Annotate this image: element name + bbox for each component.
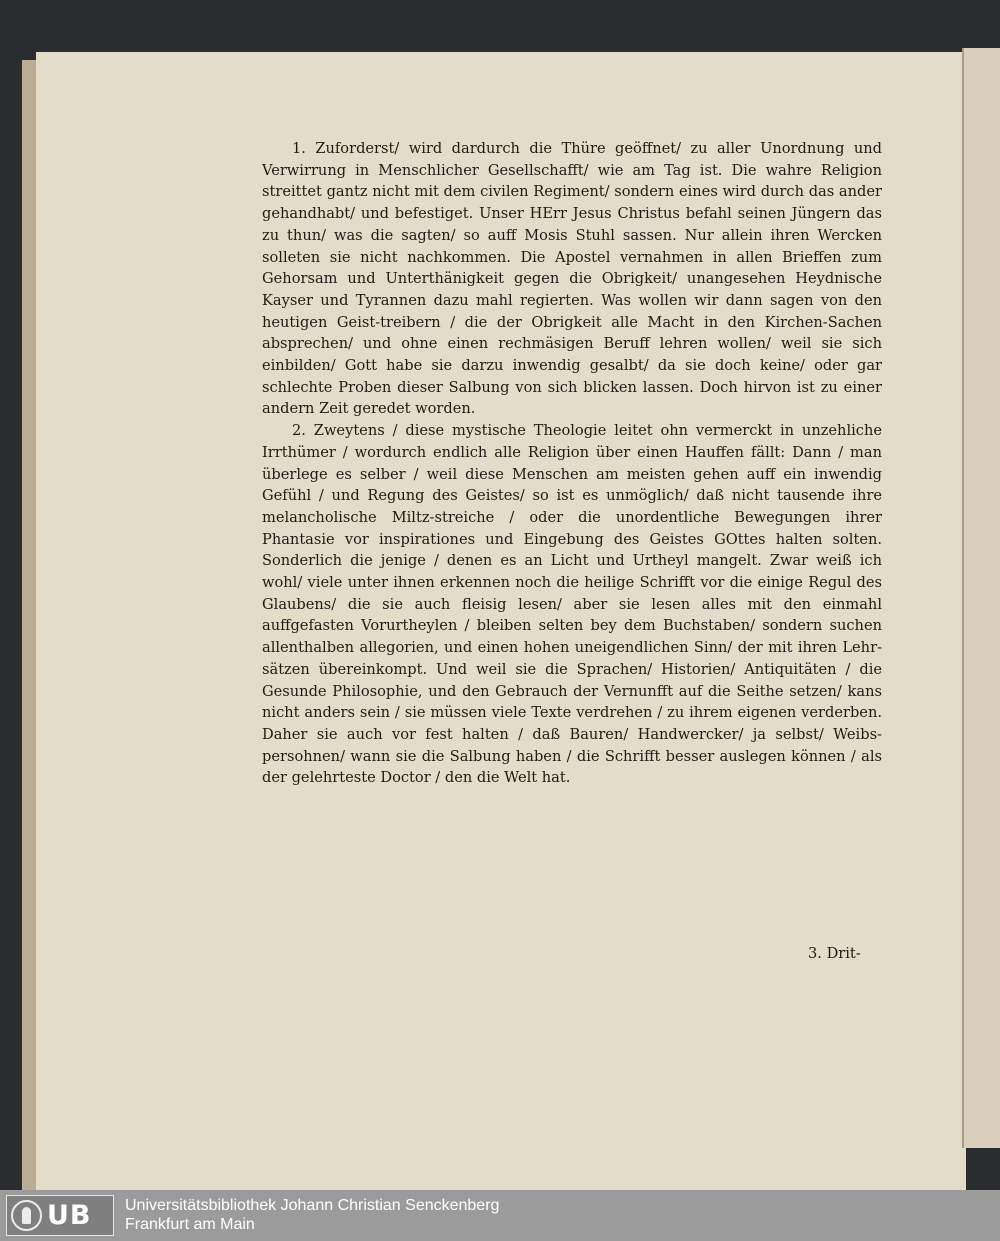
library-name[interactable]: Universitätsbibliothek Johann Christian Senckenberg <box>125 1197 500 1214</box>
ub-logo[interactable] <box>6 1195 114 1236</box>
next-page-edge <box>962 48 1000 1148</box>
senckenberg-seal-icon <box>11 1200 42 1231</box>
paragraph-2: 2. Zweytens / diese mystische Theologie leitet ohn vermerckt in unzehliche Irrthümer / wordurch endlich alle Religion über einen Hauffen fällt: Dann / man überlege es selber / weil diese Menschen am meisten gehen auff ein inwendig Gefühl / und Regung des Geistes/ so ist es unmöglich/ daß nicht tausende ihre melancholische Miltz-streiche / oder die unordentliche Bewegungen ihrer Phantasie vor inspirationes und Eingebung des Geistes GOttes halten solten. Sonderlich die jenige / denen es an Licht und Urtheyl mangelt. Zwar weiß ich wohl/ viele unter ihnen erkennen noch die heilige Schrifft vor die einige Regul des Glaubens/ die sie auch fleisig lesen/ aber sie lesen alles mit den einmahl auffgefasten Vorurtheylen / bleiben selten bey dem Buchstaben/ sondern suchen allenthalben allegorien, und einen hohen uneigendlichen Sinn/ der mit ihren Lehr-sätzen übereinkompt. Und weil sie die Sprachen/ Historien/ Antiquitäten / die Gesunde Philosophie, und den Gebrauch der Vernunfft auf die Seithe setzen/ kans nicht anders sein / sie müssen viele Texte verdrehen / zu ihrem eigenen verderben. Daher sie auch vor fest halten / daß Bauren/ Handwercker/ ja selbst/ Weibs-persohnen/ wann sie die Salbung haben / die Schrifft besser auslegen können / als der gelehrteste Doctor / den die Welt hat. <box>262 422 882 787</box>
paragraph-1: 1. Zuforderst/ wird dardurch die Thüre geöffnet/ zu aller Unordnung und Verwirrung in Menschlicher Gesellschafft/ wie am Tag ist. Die wahre Religion streittet gantz nicht mit dem civilen Regiment/ sondern eines wird durch das ander gehandhabt/ und befestiget. Unser HErr Jesus Christus befahl seinen Jüngern das zu thun/ was die sagten/ so auff Mosis Stuhl sassen. Nur allein ihren Wercken solleten sie nicht nachkommen. Die Apostel vernahmen in allen Brieffen zum Gehorsam und Unterthänigkeit gegen die Obrigkeit/ unangesehen Heydnische Kayser und Tyrannen dazu mahl regierten. Was wollen wir dann sagen von den heutigen Geist-treibern / die der Obrigkeit alle Macht in den Kirchen-Sachen absprechen/ und ohne einen rechmäsigen Beruff lehren wollen/ weil sie sich einbilden/ Gott habe sie darzu inwendig gesalbt/ da sie doch keine/ oder gar schlechte Proben dieser Salbung von sich blicken lassen. Doch hirvon ist zu einer andern Zeit geredet worden. <box>262 140 882 418</box>
library-footer <box>0 1190 1000 1241</box>
library-city: Frankfurt am Main <box>125 1216 255 1233</box>
catchword: 3. Drit- <box>808 945 861 962</box>
logo-text: UB <box>47 1200 92 1231</box>
page-text <box>262 138 882 789</box>
